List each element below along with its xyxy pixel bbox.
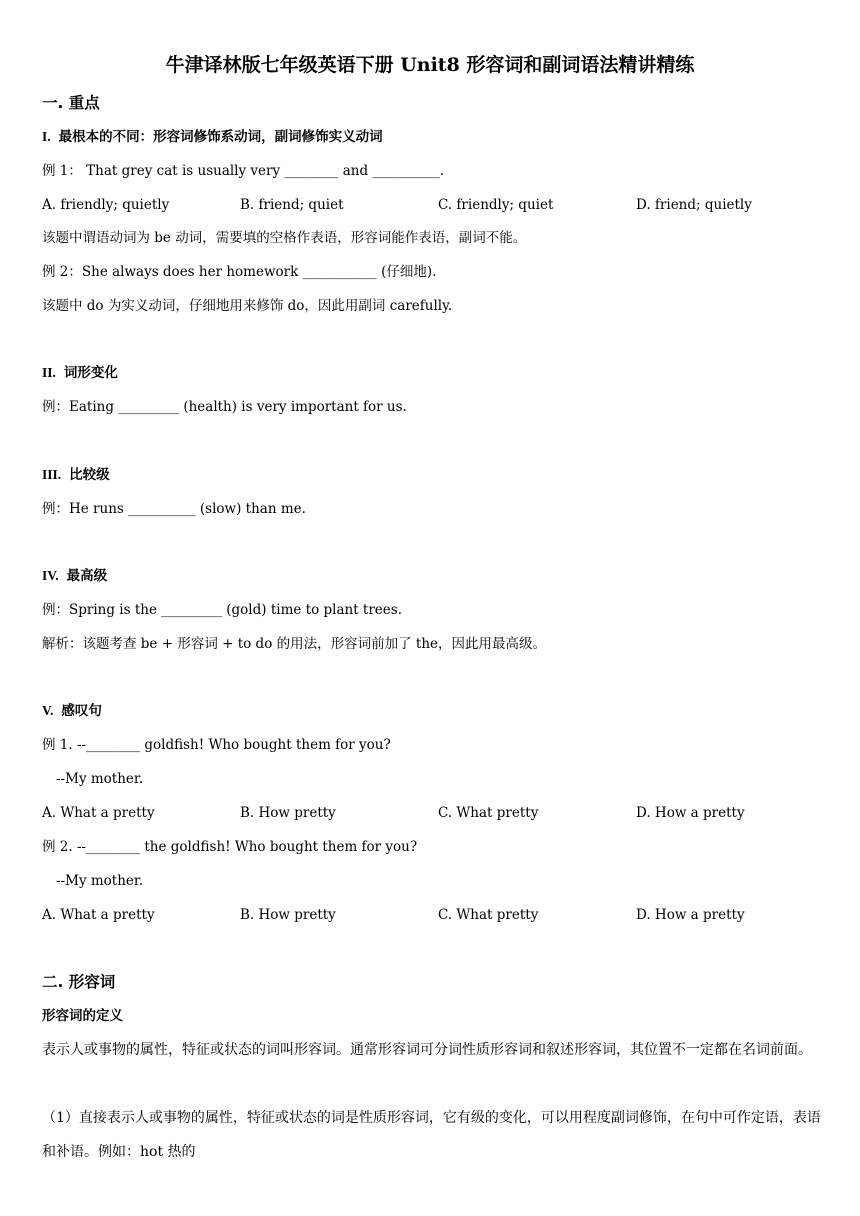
part4-example: 例：Spring is the _________ (gold) time to plant trees.: [42, 602, 402, 618]
part5-ex1-option-c: C. What pretty: [438, 805, 539, 821]
part5-example1-answer: --My mother.: [56, 771, 144, 787]
part4-heading: 最高级: [66, 568, 108, 584]
part1-example1: 例 1： That grey cat is usually very ________ and __________.: [42, 163, 445, 179]
part4-explain: 解析：该题考查 be + 形容词 + to do 的用法，形容词前加了 the，因此用最高级。: [42, 636, 547, 652]
part2-example: 例：Eating _________ (health) is very important for us.: [42, 399, 407, 415]
part1-heading: 最根本的不同：形容词修饰系动词，副词修饰实义动词: [58, 129, 383, 145]
part1-option-a: A. friendly; quietly: [42, 197, 170, 213]
part1-option-d: D. friend; quietly: [636, 197, 752, 213]
part2-heading-row: [42, 364, 118, 382]
part1-option-b: B. friend; quiet: [240, 197, 344, 213]
section2-subheading: 形容词的定义: [42, 1008, 123, 1024]
part2-numeral: II.: [42, 365, 56, 380]
section2-paragraph-2: （1）直接表示人或事物的属性，特征或状态的词是性质形容词，它有级的变化，可以用程度副词修饰，在句中可作定语，表语和补语。例如：hot 热的: [42, 1110, 821, 1160]
part5-numeral: V.: [42, 703, 54, 718]
part3-heading: 比较级: [69, 467, 110, 483]
part5-ex1-option-a: A. What a pretty: [42, 805, 155, 821]
part5-example1-question: 例 1. --________ goldfish! Who bought them for you?: [42, 737, 391, 753]
section2-paragraph-1: 表示人或事物的属性，特征或状态的词叫形容词。通常形容词可分词性质形容词和叙述形容词，其位置不一定都在名词前面。: [42, 1042, 812, 1058]
part5-example2-answer: --My mother.: [56, 873, 144, 889]
page-title: 牛津译林版七年级英语下册 Unit8 形容词和副词语法精讲精练: [165, 54, 695, 76]
part5-heading-row: [42, 702, 102, 720]
part1-example2: 例 2：She always does her homework ___________ (仔细地).: [42, 264, 437, 280]
part1-heading-row: [42, 128, 383, 146]
part5-ex2-option-c: C. What pretty: [438, 907, 539, 923]
part3-example: 例：He runs __________ (slow) than me.: [42, 501, 306, 517]
part4-heading-row: [42, 567, 107, 585]
part5-ex1-option-b: B. How pretty: [240, 805, 336, 821]
section2-heading: 二. 形容词: [42, 973, 116, 991]
part5-example2-question: 例 2. --________ the goldfish! Who bought them for you?: [42, 839, 418, 855]
part3-heading-row: [42, 466, 110, 484]
part1-option-c: C. friendly; quiet: [438, 197, 554, 213]
part1-numeral: I.: [42, 129, 51, 144]
part2-heading: 词形变化: [63, 365, 118, 381]
part4-numeral: IV.: [42, 568, 59, 583]
part1-explain1: 该题中谓语动词为 be 动词，需要填的空格作表语，形容词能作表语，副词不能。: [42, 230, 527, 246]
part5-ex1-option-d: D. How a pretty: [636, 805, 745, 821]
part5-heading: 感叹句: [61, 703, 102, 719]
part3-numeral: III.: [42, 467, 62, 482]
part1-explain2: 该题中 do 为实义动词，仔细地用来修饰 do，因此用副词 carefully.: [42, 298, 453, 314]
part5-ex2-option-a: A. What a pretty: [42, 907, 155, 923]
part5-ex2-option-d: D. How a pretty: [636, 907, 745, 923]
part5-ex2-option-b: B. How pretty: [240, 907, 336, 923]
section1-heading: 一. 重点: [42, 94, 100, 112]
